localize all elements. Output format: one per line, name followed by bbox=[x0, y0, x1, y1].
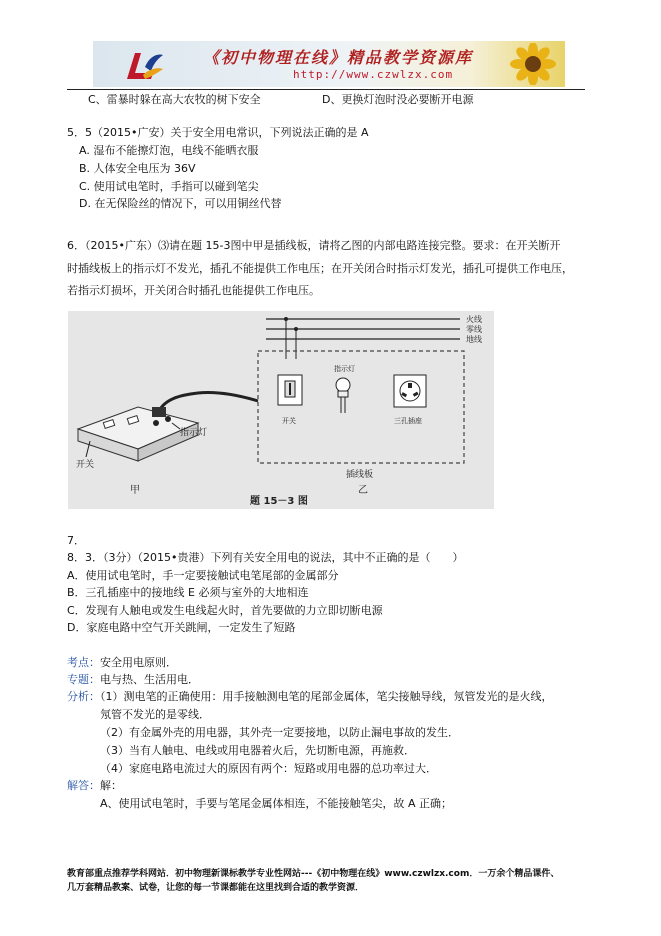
q8-stem: 8．3．（3分）（2015•贵港）下列有关安全用电的说法，其中不正确的是（ ） bbox=[67, 551, 464, 564]
kaodian-text: 安全用电原则． bbox=[100, 656, 177, 669]
zhuanti-label: 专题： bbox=[67, 673, 100, 686]
zhuanti-row bbox=[67, 673, 199, 687]
wire-label-ground: 地线 bbox=[466, 335, 482, 344]
q5-option-c: C. 使用试电笔时，手指可以碰到笔尖 bbox=[79, 180, 259, 193]
power-strip-illustration bbox=[78, 392, 258, 461]
header-rule bbox=[67, 89, 585, 90]
zhuanti-text: 电与热、生活用电． bbox=[100, 673, 199, 686]
fenxi-row bbox=[67, 690, 553, 704]
banner-title: 《初中物理在线》精品教学资源库 bbox=[203, 48, 474, 67]
board-label: 插线板 bbox=[346, 470, 374, 480]
q5-option-b: B. 人体安全电压为 36V bbox=[79, 162, 196, 175]
circuit-diagram bbox=[68, 311, 494, 509]
kaodian-row bbox=[67, 656, 177, 670]
jieda-text: 解： bbox=[100, 779, 122, 792]
q5-option-d: D. 在无保险丝的情况下，可以用铜丝代替 bbox=[79, 197, 282, 210]
q7-stem: 7． bbox=[67, 534, 85, 547]
indicator-label-right: 指示灯 bbox=[334, 365, 355, 373]
q8-option-d: D．家庭电路中空气开关跳闸，一定发生了短路 bbox=[67, 621, 296, 634]
jieda-row bbox=[67, 779, 122, 793]
footer-line-1: 教育部重点推荐学科网站．初中物理新课标教学专业性网站---《初中物理在线》www.czwlzx.com．一万余个精品课件、 bbox=[67, 869, 560, 879]
banner-url[interactable]: http://www.czwlzx.com bbox=[293, 68, 454, 81]
wire-label-live: 火线 bbox=[466, 315, 482, 324]
site-logo-icon bbox=[123, 47, 167, 83]
option-c-prev: C、雷暴时躲在高大农牧的树下安全 bbox=[88, 93, 261, 106]
fenxi-line-1: （1）测电笔的正确使用：用手接触测电笔的尾部金属体，笔尖接触导线，氖管发光的是火线， bbox=[100, 690, 553, 703]
label-jia: 甲 bbox=[130, 485, 140, 496]
option-d-prev: D、更换灯泡时没必要断开电源 bbox=[322, 93, 474, 106]
jieda-label: 解答： bbox=[67, 779, 100, 792]
fenxi-line-3: （2）有金属外壳的用电器，其外壳一定要接地，以防止漏电事故的发生． bbox=[100, 726, 459, 739]
answer-a: A、使用试电笔时，手要与笔尾金属体相连，不能接触笔尖，故 A 正确； bbox=[100, 797, 453, 810]
q5-option-a: A. 湿布不能擦灯泡，电线不能晒衣服 bbox=[79, 144, 259, 157]
q8-option-a: A．使用试电笔时，手一定要接触试电笔尾部的金属部分 bbox=[67, 569, 339, 582]
figure-caption: 题 15－3 图 bbox=[250, 496, 308, 507]
fenxi-label: 分析： bbox=[67, 690, 100, 703]
q6-line-1: 6．（2015•广东）⑶请在题 15-3图中甲是插线板，请将乙图的内部电路连接完整。要求：在开关断开 bbox=[67, 239, 561, 252]
sunflower-icon bbox=[505, 43, 561, 85]
wire-label-neutral: 零线 bbox=[466, 325, 482, 334]
label-yi: 乙 bbox=[358, 485, 368, 496]
header-banner bbox=[93, 41, 565, 87]
kaodian-label: 考点： bbox=[67, 656, 100, 669]
q6-line-2: 时插线板上的指示灯不发光，插孔不能提供工作电压；在开关闭合时指示灯发光，插孔可提供工作电压， bbox=[67, 262, 573, 275]
fenxi-line-4: （3）当有人触电、电线或用电器着火后，先切断电源，再施救． bbox=[100, 744, 415, 757]
figure-15-3 bbox=[68, 311, 494, 509]
footer-line-2: 几万套精品教案、试卷，让您的每一节课都能在这里找到合适的教学资源． bbox=[67, 883, 365, 893]
switch-label-right: 开关 bbox=[282, 417, 296, 425]
q8-option-b: B．三孔插座中的接地线 E 必须与室外的大地相连 bbox=[67, 586, 309, 599]
indicator-label-left: 指示灯 bbox=[180, 428, 208, 438]
fenxi-line-2: 氖管不发光的是零线． bbox=[100, 708, 210, 721]
socket-label: 三孔插座 bbox=[394, 417, 422, 425]
q6-line-3: 若指示灯损坏，开关闭合时插孔也能提供工作电压。 bbox=[67, 284, 320, 297]
q8-option-c: C．发现有人触电或发生电线起火时，首先要做的力立即切断电源 bbox=[67, 604, 383, 617]
switch-label-left: 开关 bbox=[76, 460, 95, 470]
fenxi-line-5: （4）家庭电路电流过大的原因有两个：短路或用电器的总功率过大． bbox=[100, 762, 437, 775]
q5-stem: 5．5（2015•广安）关于安全用电常识，下列说法正确的是 A bbox=[67, 126, 369, 139]
